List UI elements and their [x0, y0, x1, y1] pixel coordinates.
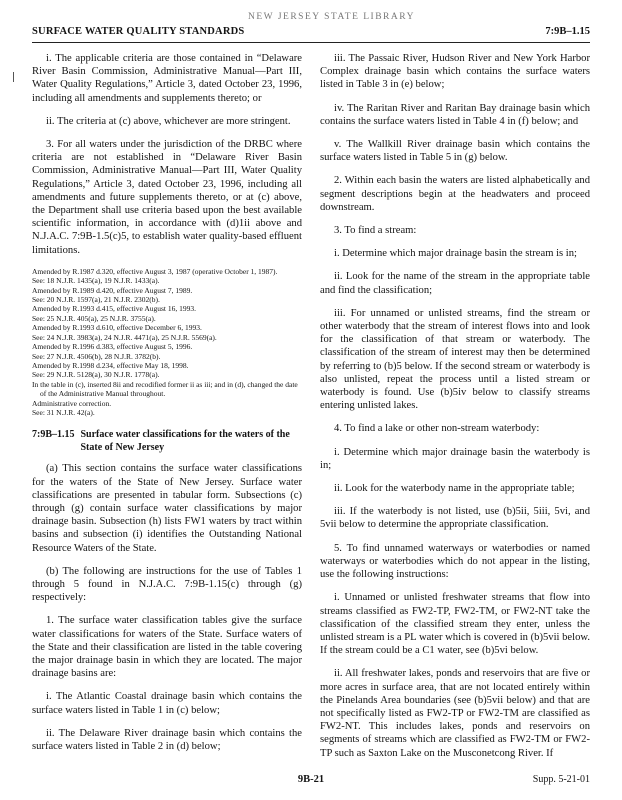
history-line: Amended by R.1987 d.320, effective August 3, 1987 (operative October 1, 1987).	[32, 266, 278, 276]
section-title: Surface water classifications for the waters of the State of New Jersey	[80, 429, 290, 453]
paragraph-d2ii: ii. The criteria at (c) above, whichever are more stringent.	[46, 115, 291, 127]
history-line: Amended by R.1998 d.234, effective May 18, 1998.	[32, 360, 189, 370]
paragraph-b5i: i. Unnamed or unlisted freshwater streams that flow into streams classified as FW2-TP, FW2-TM, or FW2-NT take the classification of the classified stream they enter, unless the unlisted stream is a PL water which is covered in (b)5vii below. If the stream could be a C1 water, see (b)5vi below.	[320, 592, 590, 657]
paragraph-b3iii: iii. For unnamed or unlisted streams, find the stream or other waterbody that the stream of interest flows into and look for the classification of that stream or waterbody. The classification of the stream of interest may then be determined by referring to (b)5 below. If the second stream or waterbody is also unlisted, repeat the process until a listed stream or waterbody is found. Use (b)5iv below to classify streams entering unlisted lakes.	[320, 307, 590, 412]
history-line: See: 31 N.J.R. 42(a).	[32, 407, 95, 417]
paragraph-b5: 5. To find unnamed waterways or waterbodies or named waterways or waterbodies which do not appear in the listing, use the following instructions:	[320, 542, 590, 581]
paragraph-b3: 3. To find a stream:	[334, 225, 417, 237]
supplement-date: Supp. 5-21-01	[532, 774, 590, 785]
header-section-number: 7:9B–1.15	[545, 26, 590, 37]
paragraph-b5ii: ii. All freshwater lakes, ponds and reservoirs that are five or more acres in surface area, that are not located entirely within the Pinelands Area boundaries (see (b)5vii below) and that are not specifically listed as FW2-TP or FW2-TM are classified as FW2-NT. This includes lakes, ponds and reservoirs on segments of streams which are classified as FW2-TM or FW2-TP such as Saxton Lake on the Musconetcong River. If	[320, 668, 590, 759]
paragraph-b: (b) The following are instructions for the use of Tables 1 through 5 found in N.J.A.C. 7:9B-1.15(c) through (g) respectively:	[32, 565, 302, 604]
history-line: See: 18 N.J.R. 1435(a), 19 N.J.R. 1433(a).	[32, 276, 160, 286]
header-rule	[32, 42, 590, 43]
paragraph-b1i: i. The Atlantic Coastal drainage basin which contains the surface waters listed in Table 1 in (c) below;	[32, 691, 302, 716]
section-number: 7:9B–1.15	[32, 429, 75, 441]
paragraph-b4iii: iii. If the waterbody is not listed, use (b)5ii, 5iii, 5vi, and 5vii below to determine the appropriate classification.	[320, 506, 590, 531]
paragraph-a: (a) This section contains the surface water classifications for the waters of the State of New Jersey. Surface water classifications are presented in tabular form. Subsections (c) through (g) contain surface water classifications by major drainage basin. Subsection (h) lists FW1 waters by tract within basins and subsection (i) identifies the Outstanding National Resource Waters of the State.	[32, 463, 302, 554]
paragraph-b1: 1. The surface water classification tables give the surface water classifications for waters of the State. Surface waters of the State and their classification are listed in the table covering the major drainage basin in which they are located. The major drainage basins are:	[32, 615, 302, 680]
paragraph-d2i: i. The applicable criteria are those contained in “Delaware River Basin Commission, Administrative Manual—Part III, Water Quality Regulations,” Article 3, dated October 23, 1996, including all amendments and supplements thereto; or	[32, 53, 302, 104]
paragraph-b4ii: ii. Look for the waterbody name in the appropriate table;	[334, 483, 575, 495]
history-line: Amended by R.1993 d.415, effective August 16, 1993.	[32, 304, 197, 314]
paragraph-b2: 2. Within each basin the waters are listed alphabetically and segment descriptions begin at the headwaters and proceed downstream.	[320, 175, 590, 213]
margin-change-bar	[13, 72, 14, 82]
history-line: See: 24 N.J.R. 3983(a), 24 N.J.R. 4471(a), 25 N.J.R. 5569(a).	[32, 332, 217, 342]
paragraph-b4i: i. Determine which major drainage basin the waterbody is in;	[320, 446, 590, 471]
page-footer	[32, 774, 590, 788]
paragraph-b4: 4. To find a lake or other non-stream waterbody:	[334, 423, 540, 435]
history-line: Administrative correction.	[32, 398, 112, 408]
left-column	[32, 52, 302, 763]
history-line: See: 27 N.J.R. 4506(b), 28 N.J.R. 3782(b).	[32, 351, 161, 361]
page-number: 9B-21	[297, 774, 325, 785]
history-line: In the table in (c), inserted 8ii and recodified former ii as iii; and in (d), changed the date of the Administrative Manual throughout.	[32, 379, 298, 399]
paragraph-b1iii: iii. The Passaic River, Hudson River and New York Harbor Complex drainage basin which contains the surface waters listed in Table 3 in (e) below;	[320, 53, 590, 91]
paragraph-b1iv: iv. The Raritan River and Raritan Bay drainage basin which contains the surface waters listed in Table 4 in (f) below; and	[320, 102, 590, 127]
history-line: Amended by R.1996 d.383, effective August 5, 1996.	[32, 342, 193, 352]
history-line: See: 20 N.J.R. 1597(a), 21 N.J.R. 2302(b).	[32, 295, 160, 305]
header-title: SURFACE WATER QUALITY STANDARDS	[32, 26, 245, 37]
history-line: Amended by R.1989 d.420, effective August 7, 1989.	[32, 285, 193, 295]
right-column	[320, 52, 590, 770]
section-heading	[32, 429, 302, 454]
history-notes	[32, 267, 302, 418]
paragraph-b1v: v. The Wallkill River drainage basin which contains the surface waters listed in Table 5 in (g) below.	[320, 139, 590, 164]
history-line: See: 25 N.J.R. 405(a), 25 N.J.R. 3755(a).	[32, 313, 156, 323]
history-line: Amended by R.1993 d.610, effective December 6, 1993.	[32, 323, 202, 333]
paragraph-b1ii: ii. The Delaware River drainage basin which contains the surface waters listed in Table 2 in (d) below;	[32, 727, 302, 752]
running-header	[32, 26, 590, 42]
paragraph-b3i: i. Determine which major drainage basin the stream is in;	[334, 248, 577, 260]
library-stamp: NEW JERSEY STATE LIBRARY	[248, 12, 415, 22]
history-line: See: 29 N.J.R. 5128(a), 30 N.J.R. 1778(a).	[32, 370, 160, 380]
paragraph-d3: 3. For all waters under the jurisdiction of the DRBC where criteria are not established in “Delaware River Basin Commission, Administrative Manual—Part III, Water Quality Regulations,” Article 3, dated October 23, 1996, including all amendments and future supplements thereto, or at (c) above, the Department shall use criteria based upon the best available scientific information, in accordance with (d)1ii above and N.J.A.C. 7:9B-1.5(c)5, to establish water quality-based effluent limitations.	[32, 139, 302, 256]
paragraph-b3ii: ii. Look for the name of the stream in the appropriate table and find the classification;	[320, 271, 590, 296]
